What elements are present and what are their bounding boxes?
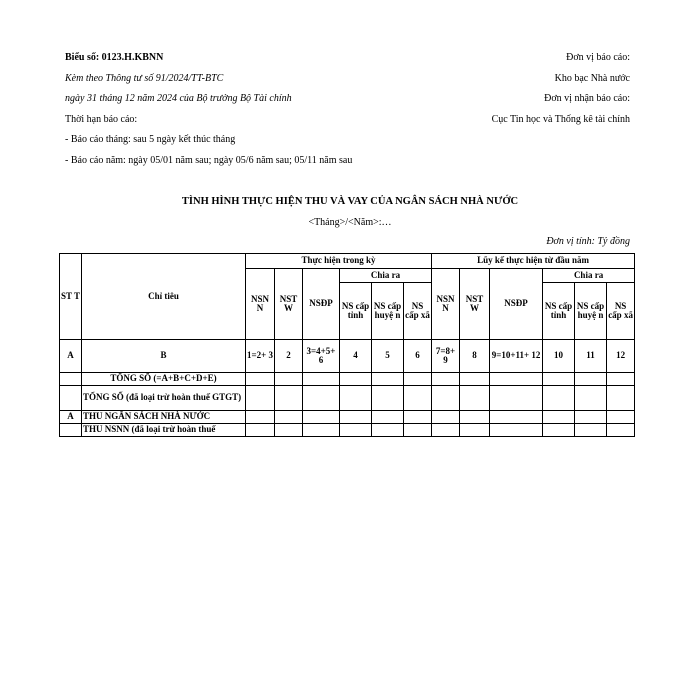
chia-ra-header: Chia ra — [543, 269, 635, 283]
code-cell: A — [60, 340, 82, 373]
col-nsdp: NSĐP — [303, 269, 340, 340]
chitieu-header: Chỉ tiêu — [82, 254, 246, 340]
receiving-unit-label: Đơn vị nhận báo cáo: — [544, 93, 630, 104]
report-title: TÌNH HÌNH THỰC HIỆN THU VÀ VAY CỦA NGÂN SÁCH NHÀ NƯỚC — [181, 196, 519, 207]
table-row — [60, 386, 635, 411]
col-nsdp: NSĐP — [490, 269, 543, 340]
row-stt — [60, 424, 82, 437]
revenue-table — [59, 253, 635, 437]
attached-circular: Kèm theo Thông tư số 91/2024/TT-BTC — [65, 72, 224, 84]
table-row — [60, 373, 635, 386]
unit-label: Đơn vị tính: Tỷ đồng — [546, 236, 630, 247]
deadline-label: Thời hạn báo cáo: — [65, 113, 138, 125]
group-cumulative-header: Lũy kế thực hiện từ đầu năm — [432, 254, 635, 269]
chia-ra-header: Chia ra — [340, 269, 432, 283]
col-ns-commune: NS cấp xã — [607, 283, 635, 340]
issue-date: ngày 31 tháng 12 năm 2024 của Bộ trưởng Bộ Tài chính — [65, 93, 292, 104]
col-ns-province: NS cấp tỉnh — [543, 283, 575, 340]
code-cell: 9=10+11+ 12 — [490, 340, 543, 373]
code-cell: B — [82, 340, 246, 373]
stt-header: ST T — [60, 254, 82, 340]
row-stt: A — [60, 411, 82, 424]
row-stt — [60, 386, 82, 411]
report-period: <Tháng>/<Năm>:… — [308, 217, 392, 228]
row-stt — [60, 373, 82, 386]
code-cell: 8 — [460, 340, 490, 373]
col-ns-district: NS cấp huyệ n — [372, 283, 404, 340]
row-label: TỔNG SỐ (đã loại trừ hoàn thuế GTGT) — [82, 386, 246, 411]
header-right — [440, 52, 630, 134]
form-number: Biểu số: 0123.H.KBNN — [65, 52, 164, 63]
col-ns-province: NS cấp tỉnh — [340, 283, 372, 340]
reporting-unit-label: Đơn vị báo cáo: — [566, 52, 630, 63]
col-nstw: NST W — [460, 269, 490, 340]
code-cell: 7=8+ 9 — [432, 340, 460, 373]
code-cell: 1=2+ 3 — [246, 340, 275, 373]
row-label: THU NGÂN SÁCH NHÀ NƯỚC — [82, 411, 246, 424]
col-nsnn: NSN N — [246, 269, 275, 340]
code-cell: 5 — [372, 340, 404, 373]
code-cell: 2 — [275, 340, 303, 373]
code-cell: 4 — [340, 340, 372, 373]
row-label: TỔNG SỐ (=A+B+C+D+E) — [82, 373, 246, 386]
table-row — [60, 411, 635, 424]
reporting-unit: Kho bạc Nhà nước — [554, 72, 630, 84]
code-row — [60, 340, 635, 373]
code-cell: 3=4+5+ 6 — [303, 340, 340, 373]
deadline-yearly: - Báo cáo năm: ngày 05/01 năm sau; ngày 05/6 năm sau; 05/11 năm sau — [65, 154, 353, 166]
col-nsnn: NSN N — [432, 269, 460, 340]
code-cell: 6 — [404, 340, 432, 373]
col-nstw: NST W — [275, 269, 303, 340]
code-cell: 11 — [575, 340, 607, 373]
code-cell: 10 — [543, 340, 575, 373]
header-left — [65, 52, 365, 175]
col-ns-commune: NS cấp xã — [404, 283, 432, 340]
table-row — [60, 424, 635, 437]
group-period-header: Thực hiện trong kỳ — [246, 254, 432, 269]
code-cell: 12 — [607, 340, 635, 373]
deadline-monthly: - Báo cáo tháng: sau 5 ngày kết thúc tháng — [65, 134, 236, 145]
row-label: THU NSNN (đã loại trừ hoàn thuế — [82, 424, 246, 437]
receiving-unit: Cục Tin học và Thống kê tài chính — [491, 113, 630, 125]
col-ns-district: NS cấp huyệ n — [575, 283, 607, 340]
